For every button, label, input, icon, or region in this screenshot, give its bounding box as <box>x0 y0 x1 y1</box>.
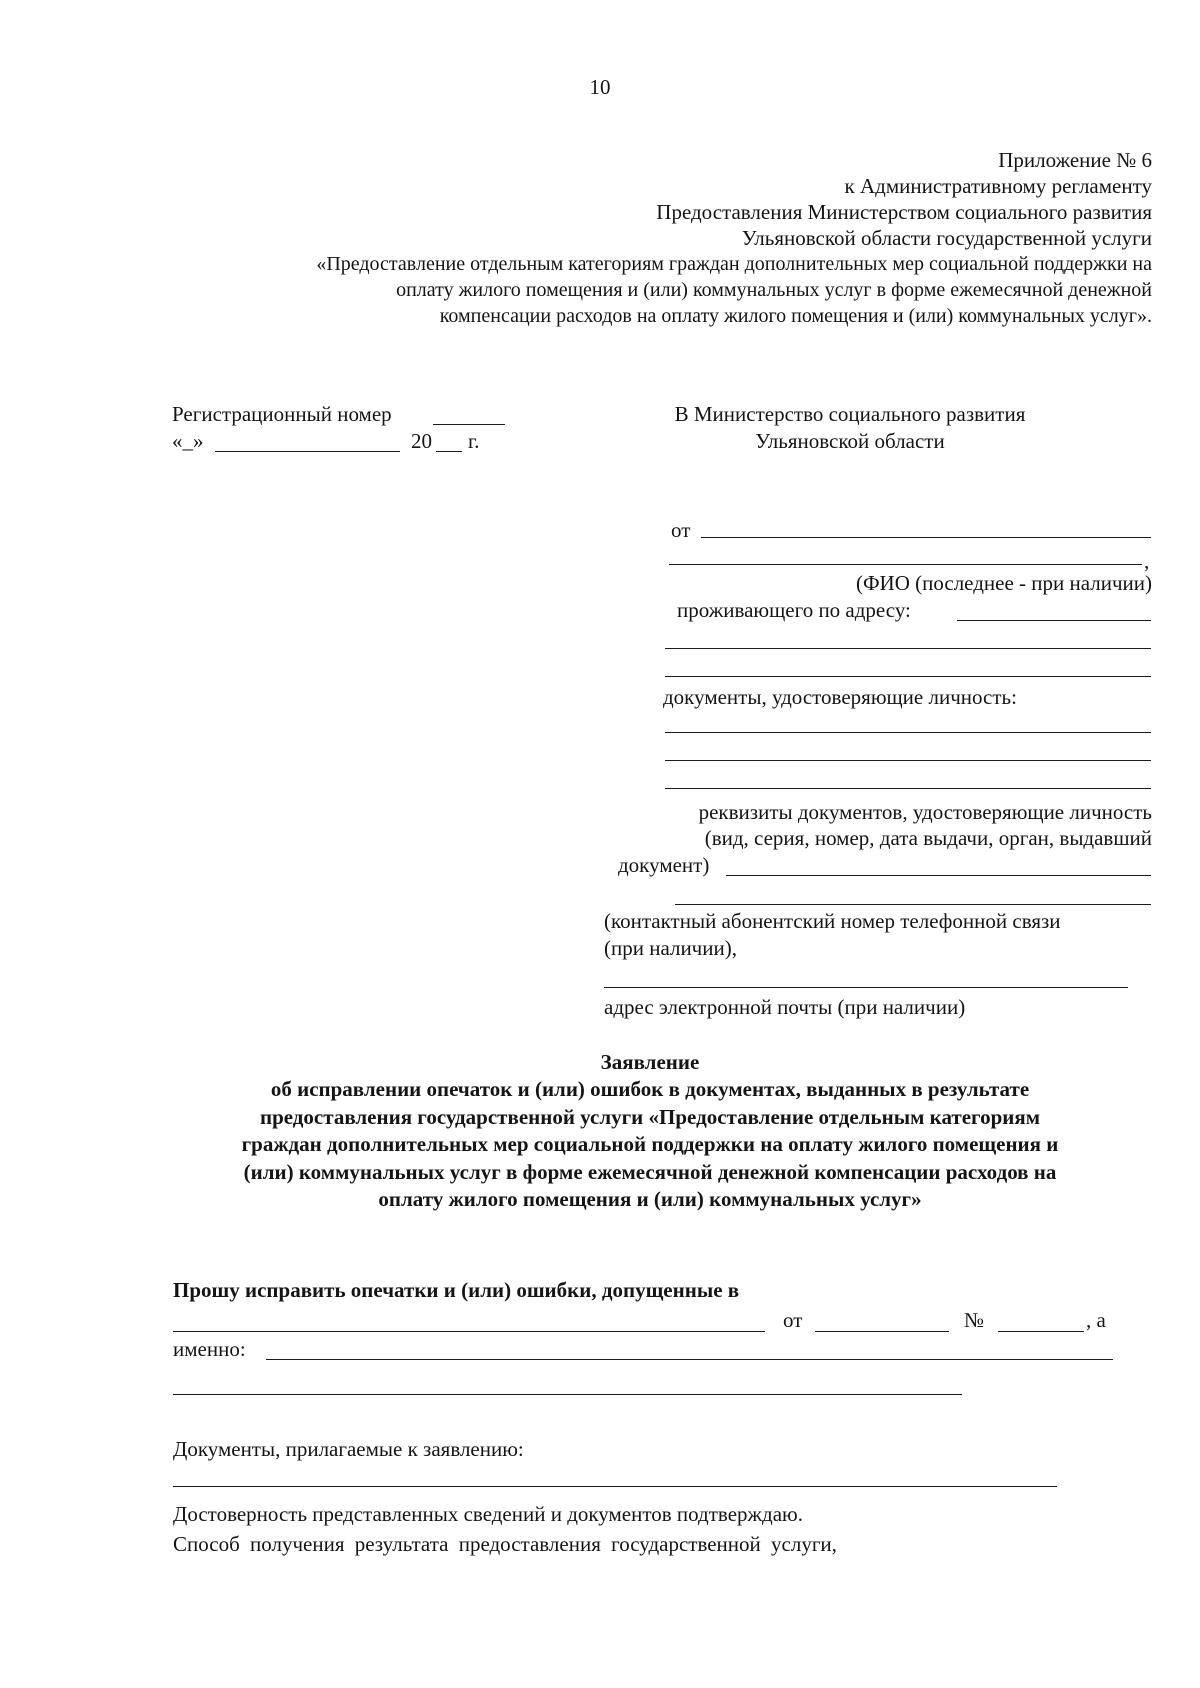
request-from-label: от <box>783 1308 803 1332</box>
email-label: адрес электронной почты (при наличии) <box>604 995 966 1019</box>
id-docs-label: документы, удостоверяющие личность: <box>663 685 1017 709</box>
id-details-label: документ) <box>618 853 710 877</box>
appendix-line: Предоставления Министерством социального развития <box>656 200 1152 224</box>
document-date-field[interactable] <box>815 1331 949 1332</box>
attachments-field[interactable] <box>173 1486 1057 1487</box>
appendix-line: компенсации расходов на оплату жилого помещения и (или) коммунальных услуг». <box>439 305 1152 327</box>
phone-label: (контактный абонентский номер телефонной связи <box>604 909 1061 933</box>
id-docs-field-3[interactable] <box>665 788 1151 789</box>
namely-field-2[interactable] <box>173 1394 962 1395</box>
fio-hint: (ФИО (последнее - при наличии) <box>855 571 1152 595</box>
from-name-field[interactable] <box>701 537 1151 538</box>
document-number-field[interactable] <box>998 1331 1084 1332</box>
registration-date-month-field[interactable] <box>215 451 400 452</box>
statement-subtitle-line: предоставления государственной услуги «Предоставление отдельным категориям <box>259 1104 1041 1129</box>
statement-subtitle-line: оплату жилого помещения и (или) коммунальных услуг» <box>378 1187 922 1211</box>
phone-field[interactable] <box>604 987 1128 988</box>
registration-year-prefix: 20 <box>411 429 432 453</box>
recipient-line: Ульяновской области <box>755 429 945 453</box>
id-docs-field-1[interactable] <box>665 732 1151 733</box>
from-comma: , <box>1144 549 1150 573</box>
address-label: проживающего по адресу: <box>677 598 911 622</box>
document-name-field[interactable] <box>173 1331 765 1332</box>
statement-subtitle-line: (или) коммунальных услуг в форме ежемесячной денежной компенсации расходов на <box>243 1159 1057 1184</box>
id-details-field-1[interactable] <box>726 875 1151 876</box>
appendix-line: к Административному регламенту <box>844 174 1152 198</box>
result-method-text: Способ получения результата предоставления государственной услуги, <box>173 1532 837 1556</box>
registration-number-field[interactable] <box>433 424 505 425</box>
registration-number-label: Регистрационный номер <box>172 402 392 426</box>
phone-label: (при наличии), <box>604 936 737 960</box>
id-docs-field-2[interactable] <box>665 760 1151 761</box>
address-field-3[interactable] <box>665 676 1151 677</box>
from-label: от <box>671 518 691 542</box>
statement-subtitle <box>170 1076 1130 1214</box>
namely-field-1[interactable] <box>266 1359 1113 1360</box>
from-name-field-2[interactable] <box>669 564 1142 565</box>
appendix-line: Ульяновской области государственной услуги <box>741 226 1152 250</box>
page-number: 10 <box>589 75 611 99</box>
statement-subtitle-line: об исправлении опечаток и (или) ошибок в документах, выданных в результате <box>270 1077 1030 1101</box>
appendix-line: оплату жилого помещения и (или) коммунальных услуг в форме ежемесячной денежной <box>396 279 1152 301</box>
attachments-label: Документы, прилагаемые к заявлению: <box>173 1437 524 1461</box>
address-field-1[interactable] <box>957 620 1151 621</box>
statement-title: Заявление <box>600 1050 700 1074</box>
namely-label: именно: <box>173 1337 246 1361</box>
request-tail: , а <box>1086 1308 1106 1332</box>
statement-subtitle-line: граждан дополнительных мер социальной поддержки на оплату жилого помещения и <box>241 1132 1059 1156</box>
registration-year-suffix: г. <box>468 429 480 453</box>
appendix-line: «Предоставление отдельным категориям граждан дополнительных мер социальной поддержки на <box>316 253 1152 275</box>
confirmation-text: Достоверность представленных сведений и документов подтверждаю. <box>173 1502 803 1526</box>
id-details-label: реквизиты документов, удостоверяющие личность <box>698 800 1152 824</box>
id-details-field-2[interactable] <box>675 904 1151 905</box>
appendix-line: Приложение № 6 <box>998 148 1152 172</box>
id-details-label: (вид, серия, номер, дата выдачи, орган, выдавший <box>704 826 1152 850</box>
request-heading: Прошу исправить опечатки и (или) ошибки, допущенные в <box>173 1278 740 1302</box>
registration-year-field[interactable] <box>436 451 462 452</box>
request-number-label: № <box>964 1308 985 1332</box>
registration-date-day: «_» <box>172 429 204 453</box>
address-field-2[interactable] <box>665 648 1151 649</box>
recipient-line: В Министерство социального развития <box>674 402 1026 426</box>
